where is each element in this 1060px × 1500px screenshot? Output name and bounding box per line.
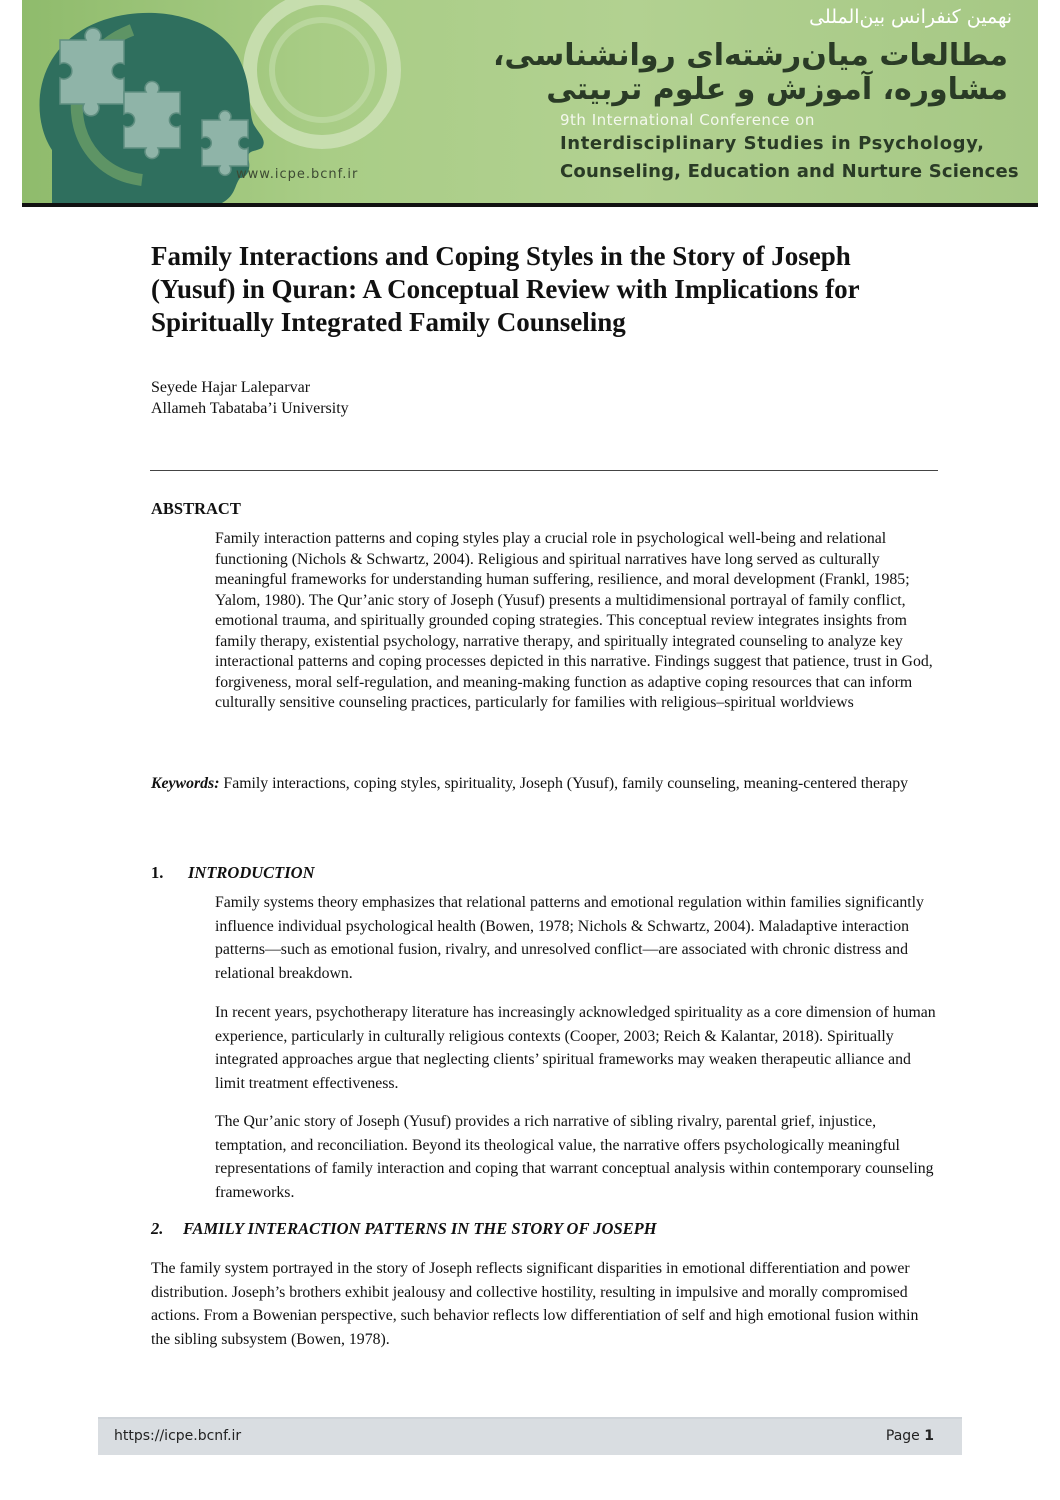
- keywords-text: Family interactions, coping styles, spirituality, Joseph (Yusuf), family counseling, meaning-centered therapy: [223, 775, 909, 792]
- conference-title-persian-line2: مشاوره، آموزش و علوم تربیتی: [546, 72, 1008, 107]
- conference-banner: [22, 0, 1038, 203]
- author-name: Seyede Hajar Laleparvar: [151, 379, 311, 396]
- section-number: 1.: [151, 863, 164, 882]
- keywords-label: Keywords:: [151, 775, 220, 792]
- conference-title-line2: Counseling, Education and Nurture Sciences: [560, 161, 1019, 182]
- page-number-value: 1: [924, 1428, 934, 1444]
- conference-edition: 9th International Conference on: [560, 111, 815, 129]
- conference-title-persian-small: نهمین کنفرانس بین‌المللی: [809, 6, 1012, 28]
- conference-title-persian-line1: مطالعات میان‌رشته‌ای روانشناسی،: [493, 38, 1008, 73]
- header-separator: [150, 470, 938, 471]
- page-footer: [98, 1417, 962, 1455]
- section-heading-introduction: [151, 863, 315, 883]
- abstract-text: Family interaction patterns and coping styles play a crucial role in psychological well-being and relational functioning (Nichols & Schwartz, 2004). Religious and spiritual narratives have long served as culturally meaningful frameworks for understanding human suffering, resilience, and moral development (Frankl, 1985; Yalom, 1980). The Qur’anic story of Joseph (Yusuf) presents a multidimensional portrayal of family conflict, emotional trauma, and spiritually grounded coping strategies. This conceptual review integrates insights from family therapy, existential psychology, narrative therapy, and spiritually integrated counseling to analyze key interactional patterns and coping processes depicted in this narrative. Findings suggest that patience, trust in God, forgiveness, moral self-regulation, and meaning-making function as adaptive coping resources that can inform culturally sensitive counseling practices, particularly for families with religious–spiritual worldviews: [215, 530, 933, 711]
- keywords: [151, 774, 911, 795]
- section-title: INTRODUCTION: [188, 863, 315, 882]
- section-title: FAMILY INTERACTION PATTERNS IN THE STORY OF JOSEPH: [183, 1219, 657, 1238]
- author-affiliation: Allameh Tabataba’i University: [151, 400, 349, 417]
- body-paragraph: The Qur’anic story of Joseph (Yusuf) provides a rich narrative of sibling rivalry, parental grief, injustice, temptation, and reconciliation. Beyond its theological value, the narrative offers psychologically meaningful representations of family interaction and coping that warrant conceptual analysis within contemporary counseling frameworks.: [215, 1113, 934, 1201]
- section-heading-family-interaction: [151, 1219, 657, 1239]
- page-number: [886, 1428, 934, 1444]
- banner-divider: [22, 203, 1038, 207]
- body-paragraph: The family system portrayed in the story of Joseph reflects significant disparities in emotional differentiation and power distribution. Joseph’s brothers exhibit jealousy and collective hostility, resulting in impulsive and morally compromised actions. From a Bowenian perspective, such behavior reflects low differentiation of self and high emotional fusion within the sibling subsystem (Bowen, 1978).: [151, 1260, 919, 1348]
- conference-title-line1: Interdisciplinary Studies in Psychology,: [560, 133, 985, 154]
- paper-title: Family Interactions and Coping Styles in the Story of Joseph (Yusuf) in Quran: A Conceptual Review with Implications for Spiritually Integrated Family Counseling: [151, 241, 860, 337]
- section-number: 2.: [151, 1219, 164, 1238]
- conference-website-url[interactable]: www.icpe.bcnf.ir: [236, 167, 359, 182]
- body-paragraph: Family systems theory emphasizes that relational patterns and emotional regulation within families significantly influence individual psychological health (Bowen, 1978; Nichols & Schwartz, 2004). Maladaptive interaction patterns—such as emotional fusion, rivalry, and unresolved conflict—are associated with chronic distress and relational breakdown.: [215, 894, 924, 982]
- page-label: Page: [885, 1428, 920, 1444]
- abstract-heading: ABSTRACT: [151, 499, 241, 518]
- body-paragraph: In recent years, psychotherapy literature has increasingly acknowledged spirituality as a core dimension of human experience, particularly in culturally religious contexts (Cooper, 2003; Reich & Kalantar, 2018). Spiritually integrated approaches argue that neglecting clients’ spiritual frameworks may weaken therapeutic alliance and limit treatment effectiveness.: [215, 1004, 936, 1092]
- footer-website-link[interactable]: https://icpe.bcnf.ir: [114, 1428, 242, 1444]
